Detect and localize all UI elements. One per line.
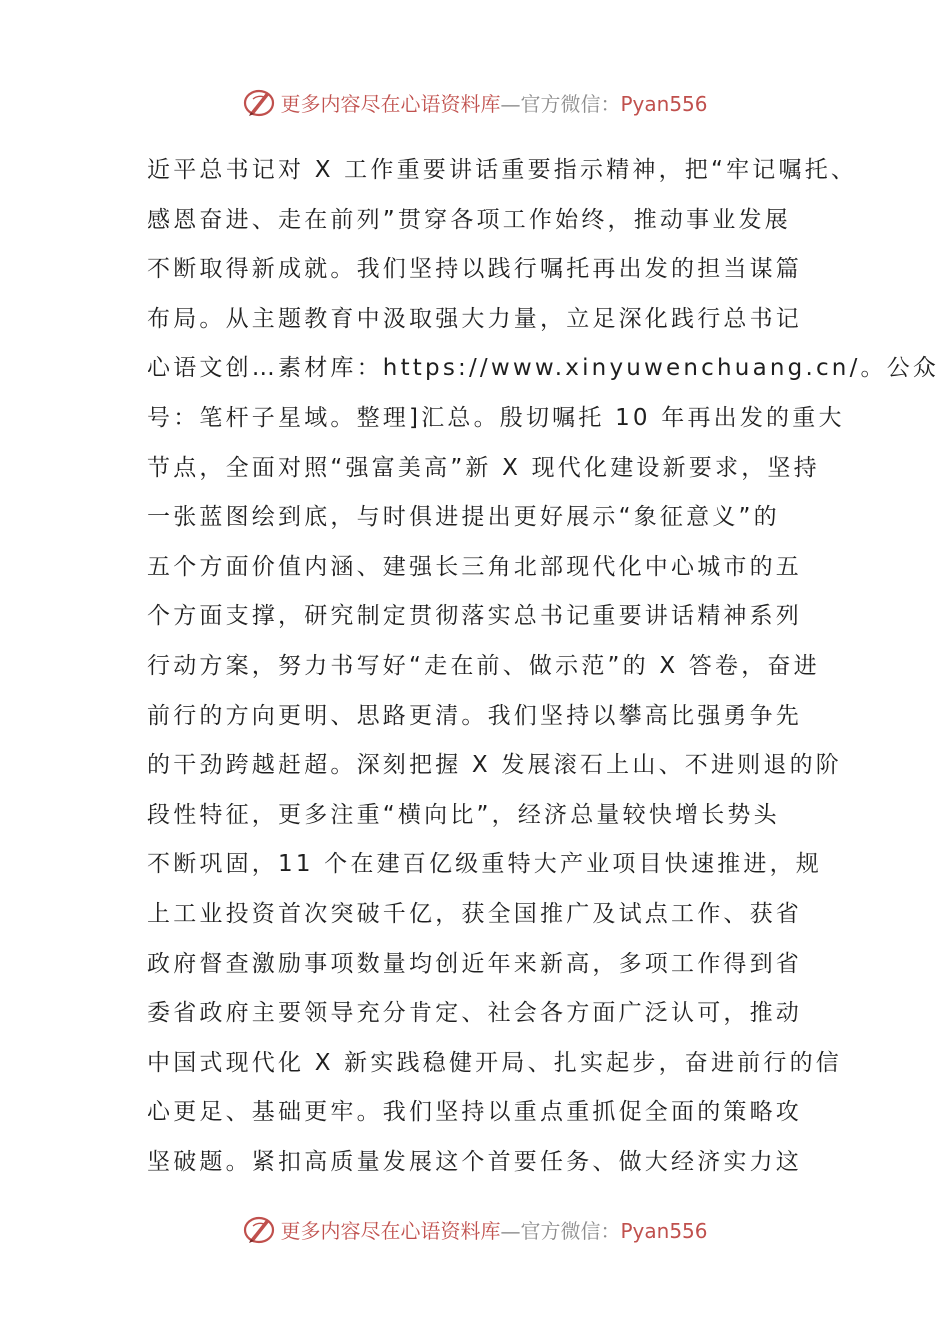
body-line: 个方面支撑，研究制定贯彻落实总书记重要讲话精神系列 [147, 603, 802, 630]
body-line: 不断取得新成就。我们坚持以践行嘱托再出发的担当谋篇 [147, 256, 802, 283]
body-line: 节点，全面对照“强富美高”新 X 现代化建设新要求，坚持 [147, 454, 820, 481]
banner-wechat-label: 官方微信： [520, 1218, 621, 1243]
banner-separator: — [500, 91, 521, 116]
footer-banner [0, 1207, 950, 1251]
banner-wechat-id: Pyan556 [620, 91, 708, 116]
body-line: 五个方面价值内涵、建强长三角北部现代化中心城市的五 [147, 553, 802, 580]
pen-logo-icon [242, 1212, 276, 1246]
body-line: 布局。从主题教育中汲取强大力量，立足深化践行总书记 [147, 305, 802, 332]
body-line: 心语文创…素材库：https://www.xinyuwenchuang.cn/。公众 [147, 355, 940, 382]
banner-site-name: 更多内容尽在心语资料库 [280, 1218, 501, 1243]
body-line: 政府督查激励事项数量均创近年来新高，多项工作得到省 [147, 950, 802, 977]
body-line: 前行的方向更明、思路更清。我们坚持以攀高比强勇争先 [147, 702, 802, 729]
body-line: 委省政府主要领导充分肯定、社会各方面广泛认可，推动 [147, 1000, 802, 1027]
pen-logo-icon [242, 85, 276, 119]
body-line: 上工业投资首次突破千亿，获全国推广及试点工作、获省 [147, 900, 802, 927]
body-line: 感恩奋进、走在前列”贯穿各项工作始终，推动事业发展 [147, 206, 791, 233]
body-line: 号：笔杆子星域。整理]汇总。殷切嘱托 10 年再出发的重大 [147, 404, 845, 431]
banner-wechat-label: 官方微信： [520, 91, 621, 116]
banner-text [280, 1215, 707, 1244]
body-line: 的干劲跨越赶超。深刻把握 X 发展滚石上山、不进则退的阶 [147, 752, 842, 779]
banner-text [280, 88, 707, 117]
body-line: 中国式现代化 X 新实践稳健开局、扎实起步，奋进前行的信 [147, 1049, 842, 1076]
body-line: 一张蓝图绘到底，与时俱进提出更好展示“象征意义”的 [147, 504, 780, 531]
banner-separator: — [500, 1218, 521, 1243]
header-banner [0, 80, 950, 124]
banner-site-name: 更多内容尽在心语资料库 [280, 91, 501, 116]
body-line: 行动方案，努力书写好“走在前、做示范”的 X 答卷，奋进 [147, 652, 820, 679]
body-line: 近平总书记对 X 工作重要讲话重要指示精神，把“牢记嘱托、 [147, 157, 858, 183]
banner-wechat-id: Pyan556 [620, 1218, 708, 1243]
body-line: 坚破题。紧扣高质量发展这个首要任务、做大经济实力这 [147, 1148, 802, 1175]
body-line: 段性特征，更多注重“横向比”，经济总量较快增长势头 [147, 801, 780, 828]
document-body [147, 152, 940, 1193]
body-line: 心更足、基础更牢。我们坚持以重点重抓促全面的策略攻 [147, 1099, 802, 1126]
body-line: 不断巩固，11 个在建百亿级重特大产业项目快速推进，规 [147, 851, 822, 878]
